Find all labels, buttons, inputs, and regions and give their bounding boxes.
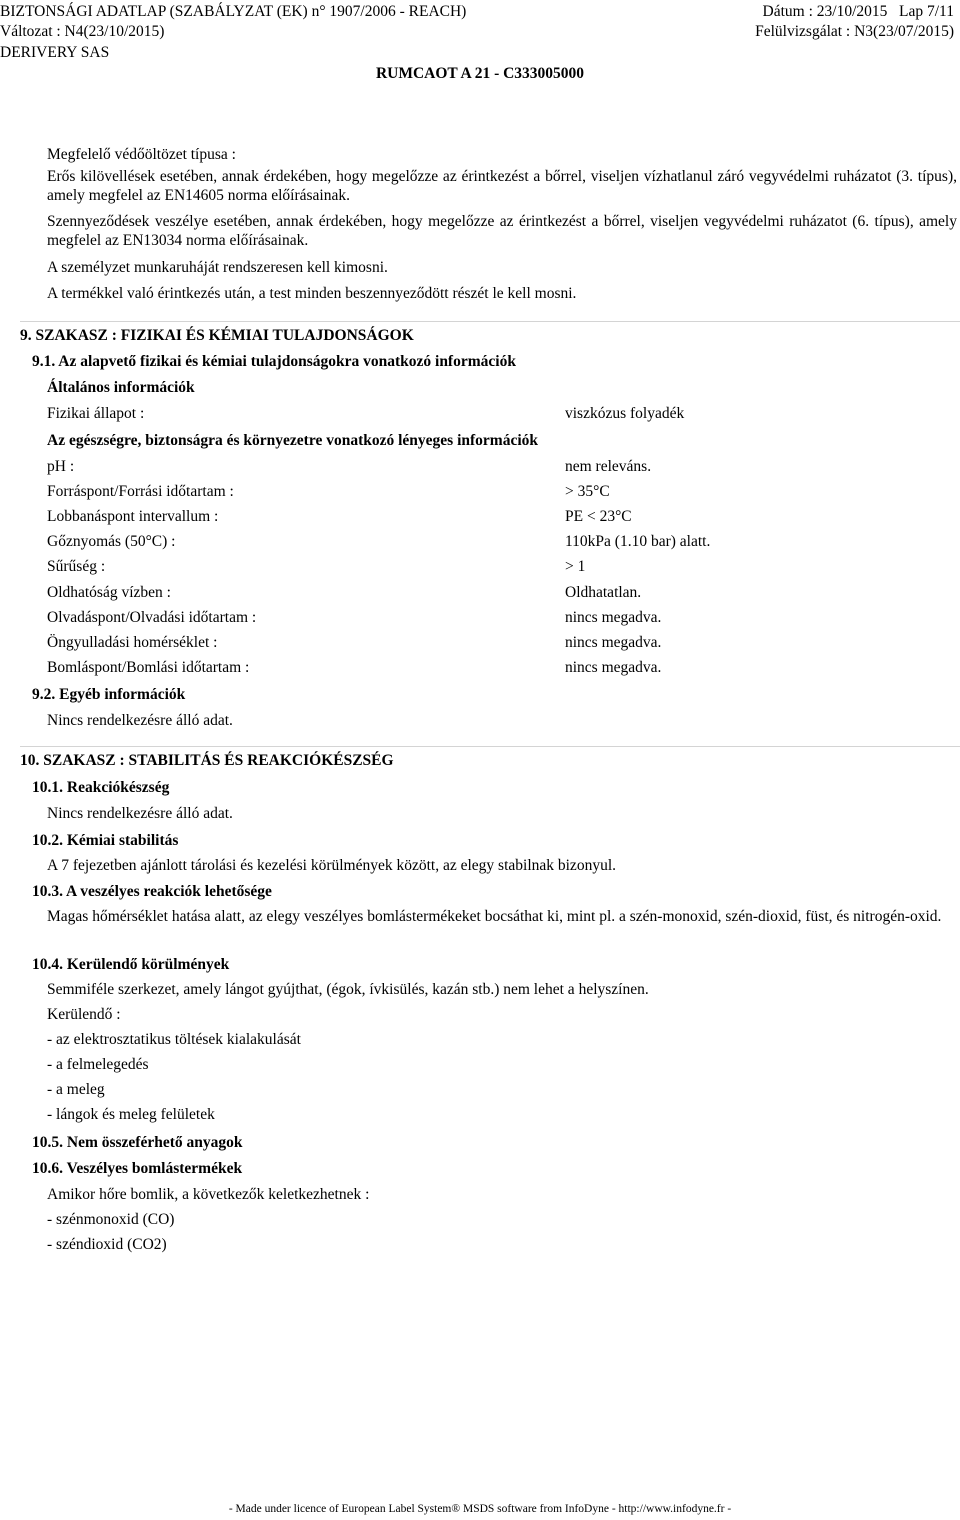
list-item: - az elektrosztatikus töltések kialakulását [47,1031,301,1048]
list-item: - lángok és meleg felületek [47,1106,215,1123]
section-9-title: 9. SZAKASZ : FIZIKAI ÉS KÉMIAI TULAJDONSÁGOK [20,327,414,344]
property-value: nincs megadva. [565,609,662,626]
general-info-heading: Általános információk [47,379,195,396]
list-item: - széndioxid (CO2) [47,1236,167,1253]
section-divider [20,746,960,747]
list-item: - a meleg [47,1081,105,1098]
section-10-1-text: Nincs rendelkezésre álló adat. [47,805,233,822]
version: Változat : N4(23/10/2015) [0,23,165,40]
property-value: PE < 23°C [565,508,632,525]
section-9-1-heading: 9.1. Az alapvető fizikai és kémiai tulajdonságokra vonatkozó információk [32,353,516,370]
property-label: Sűrűség : [47,558,106,575]
section-10-5-heading: 10.5. Nem összeférhető anyagok [32,1134,243,1151]
property-label: Lobbanáspont intervallum : [47,508,219,525]
review: Felülvizsgálat : N3(23/07/2015) [755,23,954,40]
property-value: nincs megadva. [565,659,662,676]
list-item: - a felmelegedés [47,1056,149,1073]
section-divider [20,321,960,322]
property-value: 110kPa (1.10 bar) alatt. [565,533,711,550]
list-item: - szénmonoxid (CO) [47,1211,175,1228]
physical-state-value: viszkózus folyadék [565,405,685,422]
property-value: Oldhatatlan. [565,584,642,601]
product-name: RUMCAOT A 21 - C333005000 [375,65,585,82]
section-10-3-heading: 10.3. A veszélyes reakciók lehetősége [32,883,272,900]
clothing-paragraph-3: A személyzet munkaruháját rendszeresen kell kimosni. [47,259,388,276]
section-10-6-heading: 10.6. Veszélyes bomlástermékek [32,1160,243,1177]
section-10-2-text: A 7 fejezetben ajánlott tárolási és kezelési körülmények között, az elegy stabilnak bizonyul. [47,857,616,874]
company-name: DERIVERY SAS [0,44,110,61]
clothing-paragraph-1: Erős kilövellések esetében, annak érdekében, hogy megelőzze az érintkezést a bőrrel, viseljen vízhatlanul záró vegyvédelmi ruházatot (3. típus), amely megfelel az EN14605 norma előírásainak. [47,168,957,204]
date-and-page [763,2,954,21]
section-9-2-text: Nincs rendelkezésre álló adat. [47,712,233,729]
property-label: pH : [47,458,75,475]
document-title: BIZTONSÁGI ADATLAP (SZABÁLYZAT (EK) n° 1907/2006 - REACH) [0,3,467,20]
section-10-3-text: Magas hőmérséklet hatása alatt, az elegy veszélyes bomlástermékeket bocsáthat ki, mint pl. a szén-monoxid, szén-dioxid, füst, és nitrogén-oxid. [47,908,942,925]
property-label: Gőznyomás (50°C) : [47,533,176,550]
property-value: > 35°C [565,483,610,500]
property-label: Forráspont/Forrási időtartam : [47,483,234,500]
section-10-4-text: Semmiféle szerkezet, amely lángot gyújthat, (égok, ívkisülés, kazán stb.) nem lehet a helyszínen. [47,981,649,998]
footer-licence: - Made under licence of European Label System® MSDS software from InfoDyne - http://www.infodyne.fr - [228,1503,732,1515]
property-label: Bomláspont/Bomlási időtartam : [47,659,250,676]
property-value: nincs megadva. [565,634,662,651]
section-10-1-heading: 10.1. Reakciókészség [32,779,170,796]
health-safety-heading: Az egészségre, biztonságra és környezetre vonatkozó lényeges információk [47,432,539,449]
section-10-title: 10. SZAKASZ : STABILITÁS ÉS REAKCIÓKÉSZSÉG [20,752,394,769]
page-number: Lap 7/11 [899,3,954,20]
property-label: Öngyulladási homérséklet : [47,634,218,651]
property-label: Oldhatóság vízben : [47,584,171,601]
avoid-label: Kerülendő : [47,1006,121,1023]
physical-state-label: Fizikai állapot : [47,405,145,422]
section-10-4-heading: 10.4. Kerülendő körülmények [32,956,230,973]
clothing-paragraph-4: A termékkel való érintkezés után, a test minden beszennyeződött részét le kell mosni. [47,285,577,302]
section-9-2-heading: 9.2. Egyéb információk [32,686,186,703]
property-label: Olvadáspont/Olvadási időtartam : [47,609,257,626]
section-10-6-text: Amikor hőre bomlik, a következők keletkezhetnek : [47,1186,370,1203]
clothing-label: Megfelelő védőöltözet típusa : [47,146,236,163]
clothing-paragraph-2: Szennyeződések veszélye esetében, annak érdekében, hogy megelőzze az érintkezést a bőrrel, viseljen vegyvédelmi ruházatot (6. típus), amely megfelel az EN13034 norma előírásainak. [47,213,957,249]
date: Dátum : 23/10/2015 [762,3,888,20]
property-value: nem releváns. [565,458,652,475]
section-10-2-heading: 10.2. Kémiai stabilitás [32,832,179,849]
property-value: > 1 [565,558,586,575]
